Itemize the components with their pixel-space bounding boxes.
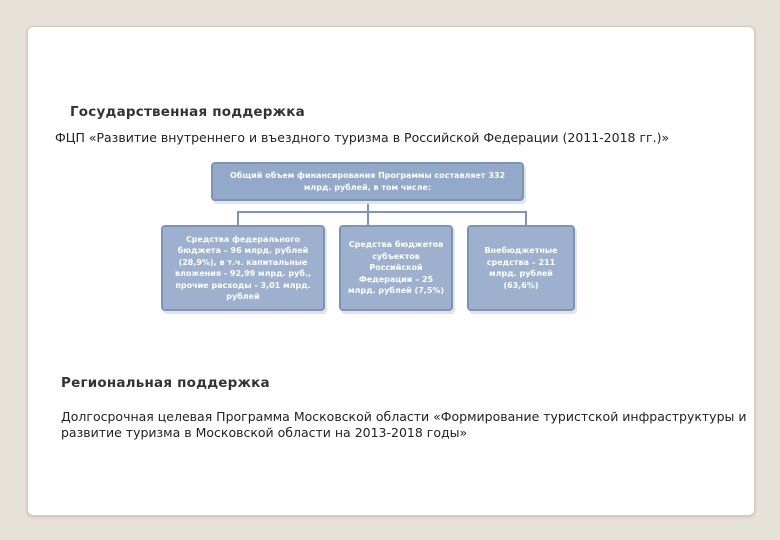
- connector-horizontal: [237, 211, 527, 213]
- total-funding-box: Общий объем финансирования Программы составляет 332 млрд. рублей, в том числе:: [211, 162, 524, 201]
- slide: [27, 26, 755, 516]
- connector-vertical-main: [367, 201, 369, 225]
- state-support-heading: Государственная поддержка: [70, 104, 305, 120]
- federal-budget-box: Средства федерального бюджета – 96 млрд. рублей (28,9%), в т.ч. капитальные вложения - 92,99 млрд. руб., прочие расходы - 3,01 млрд. рублей: [161, 225, 325, 311]
- regional-budget-box: Средства бюджетов субъектов Российской Федерации – 25 млрд. рублей (7,5%): [339, 225, 453, 311]
- funding-diagram: [28, 27, 754, 515]
- connector-left: [237, 211, 239, 225]
- regional-program-text: Долгосрочная целевая Программа Московской области «Формирование туристской инфраструктуры и развитие туризма в Московской области на 2013-2018 годы»: [61, 409, 747, 440]
- extrabudget-box: Внебюджетные средства – 211 млрд. рублей (63,6%): [467, 225, 575, 311]
- regional-support-heading: Региональная поддержка: [61, 375, 270, 391]
- connector-right: [525, 211, 527, 225]
- federal-program-text: ФЦП «Развитие внутреннего и въездного туризма в Российской Федерации (2011-2018 гг.)»: [55, 130, 670, 145]
